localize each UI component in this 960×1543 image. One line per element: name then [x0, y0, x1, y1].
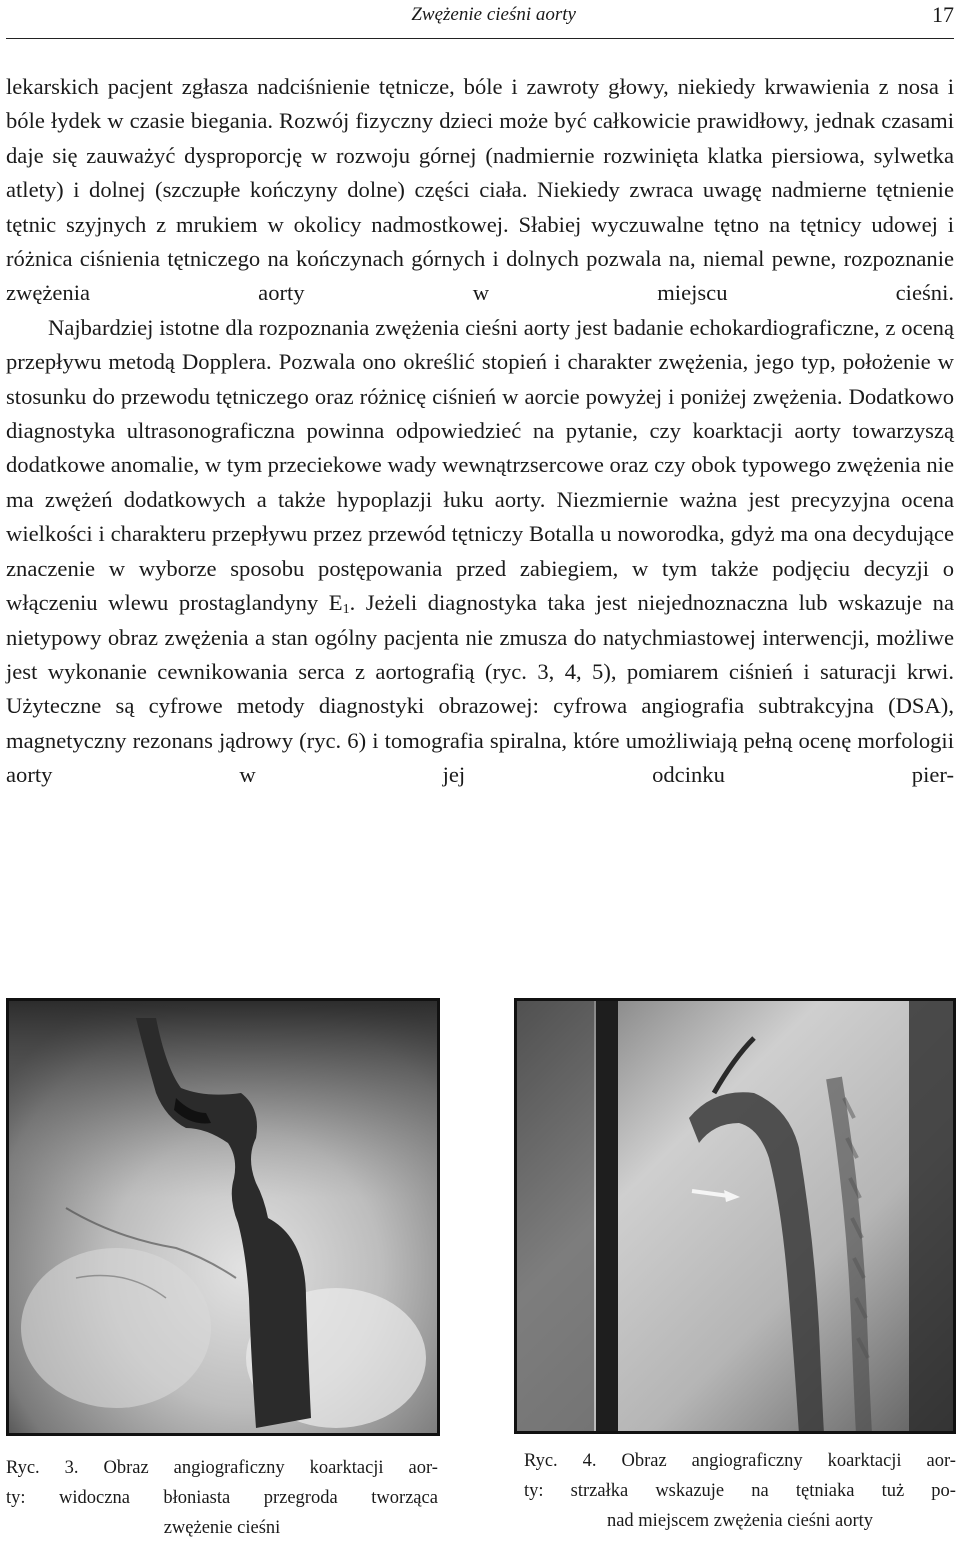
caption-word: koarktacji	[309, 1458, 384, 1478]
caption-word: Obraz	[103, 1458, 149, 1478]
caption-word: ty:	[524, 1481, 544, 1501]
caption-word: 4.	[582, 1451, 597, 1471]
caption-word: przegroda	[263, 1488, 338, 1508]
caption-word: tętniaka	[795, 1481, 855, 1501]
caption-word: tworząca	[371, 1488, 438, 1508]
caption-word: ty:	[6, 1488, 26, 1508]
figure-ryc-4-caption	[524, 1446, 956, 1536]
caption-line	[6, 1483, 438, 1513]
caption-word: Ryc.	[6, 1458, 40, 1478]
caption-line	[524, 1476, 956, 1506]
caption-word: Ryc.	[524, 1451, 558, 1471]
page-number: 17	[932, 2, 954, 27]
figure-ryc-3-angiogram	[6, 998, 440, 1436]
running-title: Zwężenie cieśni aorty	[411, 4, 576, 25]
page-header	[6, 0, 954, 39]
paragraph-2-text-a: Najbardziej istotne dla rozpoznania zwężenia cieśni aorty jest badanie echokardiograficzne, z oceną przepływu metodą Dopplera. Pozwala ono określić stopień i charakter zwężenia, jego typ, położenie w stosunku do przewodu tętniczego oraz różnicę ciśnień w aorcie powyżej i poniżej zwężenia. Dodatkowo diagnostyka ultrasonograficzna powinna odpowiedzieć na pytanie, czy koarktacji aorty towarzyszą dodatkowe anomalie, w tym przeciekowe wady wewnątrzsercowe oraz czy obok typowego zwężenia nie ma zwężeń dodatkowych a także hypoplazji łuku aorty. Niezmiernie ważna jest precyzyjna ocena wielkości i charakteru przepływu przez przewód tętniczy Botalla u noworodka, gdyż ma ona decydujące znaczenie w wyborze sposobu postępowania przed zabiegiem, w tym także podjęciu decyzji o włączeniu wlewu prostaglandyny E	[6, 314, 954, 616]
paragraph-2	[6, 311, 954, 793]
caption-word: wskazuje	[655, 1481, 725, 1501]
caption-word: widoczna	[59, 1488, 130, 1508]
caption-line-text: zwężenie cieśni	[163, 1518, 281, 1538]
caption-word: aor-	[408, 1458, 438, 1478]
caption-word: aor-	[926, 1451, 956, 1471]
caption-word: koarktacji	[827, 1451, 902, 1471]
figure-ryc-3-caption	[6, 1453, 438, 1543]
paragraph-2-text-b: . Jeżeli diagnostyka taka jest niejednoznaczna lub wskazuje na nietypowy obraz zwężenia a stan ogólny pacjenta nie zmusza do natychmiastowej interwencji, możliwe jest wykonanie cewnikowania serca z aortografią (ryc. 3, 4, 5), pomiarem ciśnień i saturacji krwi. Użyteczne są cyfrowe metody diagnostyki obrazowej: cyfrowa angiografia subtrakcyjna (DSA), magnetyczny rezonans jądrowy (ryc. 6) i tomografia spiralna, które umożliwiają pełną ocenę morfologii aorty w jej odcinku pier-	[6, 590, 954, 788]
caption-word: 3.	[64, 1458, 79, 1478]
body-text	[6, 70, 954, 793]
caption-word: strzałka	[570, 1481, 629, 1501]
figure-ryc-4-angiogram	[514, 998, 956, 1434]
caption-line	[524, 1506, 956, 1536]
subscript-1: 1	[342, 602, 350, 618]
caption-line	[524, 1446, 956, 1476]
paragraph-1-text: lekarskich pacjent zgłasza nadciśnienie tętnicze, bóle i zawroty głowy, niekiedy krwawienia z nosa i bóle łydek w czasie biegania. Rozwój fizyczny dzieci może być całkowicie prawidłowy, jednak czasami daje się zauważyć dysproporcję w rozwoju górnej (nadmiernie rozwinięta klatka piersiowa, sylwetka atlety) i dolnej (szczupłe kończyny dolne) części ciała. Niekiedy zwraca uwagę nadmierne tętnienie tętnic szyjnych z mrukiem w okolicy nadmostkowej. Słabiej wyczuwalne tętno na tętnicy udowej i różnica ciśnienia tętniczego na kończynach górnych i dolnych pozwala na, niemal pewne, rozpoznanie zwężenia aorty w miejscu cieśni.	[6, 74, 954, 306]
caption-word: Obraz	[621, 1451, 667, 1471]
caption-word: błoniasta	[163, 1488, 231, 1508]
caption-line	[6, 1513, 438, 1543]
caption-line-text: nad miejscem zwężenia cieśni aorty	[606, 1511, 874, 1531]
paragraph-1	[6, 70, 954, 311]
caption-word: angiograficzny	[173, 1458, 285, 1478]
caption-word: na	[751, 1481, 769, 1501]
caption-line	[6, 1453, 438, 1483]
caption-word: angiograficzny	[691, 1451, 803, 1471]
caption-word: po-	[931, 1481, 956, 1501]
caption-word: tuż	[881, 1481, 905, 1501]
